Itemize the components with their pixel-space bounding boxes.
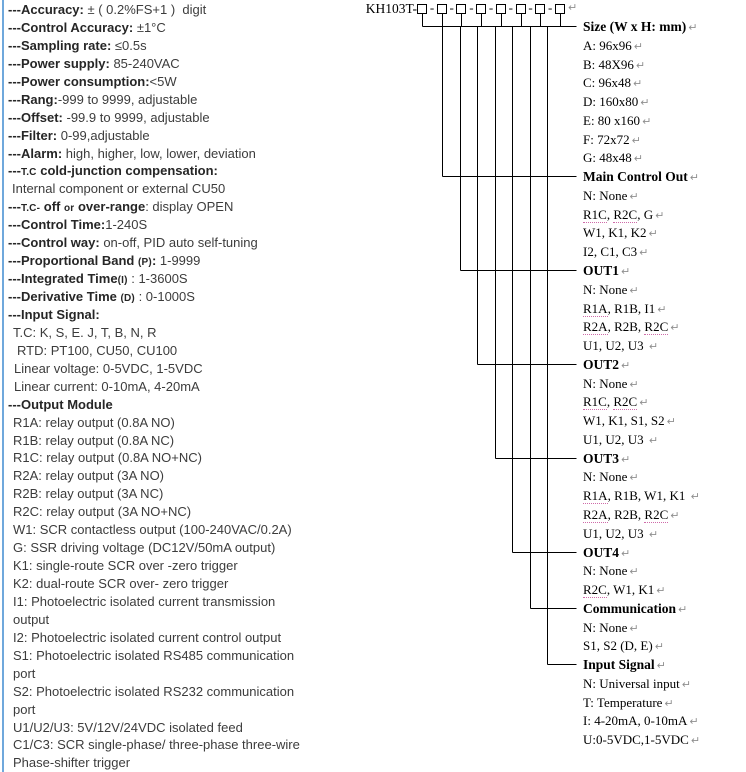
spec-text: ---Alarm: <box>8 145 63 161</box>
spec-text: (P) <box>138 257 152 269</box>
spec-text: R1A: relay output (0.8A NO) <box>13 414 175 430</box>
spec-text: ---Output Module <box>8 396 113 412</box>
model-option-text: N: None <box>583 619 628 635</box>
model-option-text: R2A <box>583 507 608 523</box>
spec-text: ---Power consumption: <box>8 73 150 89</box>
line-break-mark: ↵ <box>621 358 631 372</box>
spec-text: W1: SCR contactless output (100-240VAC/0.2A) <box>13 522 292 538</box>
model-option-row <box>583 582 666 599</box>
model-option-row <box>583 301 666 318</box>
model-option-text: U1, U2, U3 <box>583 525 647 541</box>
spec-text: Linear current: 0-10mA, 4-20mA <box>14 378 200 394</box>
model-option-text: N: Universal input <box>583 675 680 691</box>
line-break-mark: ↵ <box>656 584 666 598</box>
model-option-text: , G <box>637 206 654 222</box>
model-option-row <box>583 676 691 693</box>
spec-text: K2: dual-route SCR over- zero trigger <box>13 576 229 591</box>
model-option-row <box>583 376 639 393</box>
spec-text: on-off, PID auto self-tuning <box>99 235 258 251</box>
spec-text: port <box>13 665 36 681</box>
spec-text: high, higher, low, lower, deviation <box>62 145 256 161</box>
spec-text: ---Integrated Time <box>8 271 118 287</box>
model-option-text: U:0-5VDC,1-5VDC <box>583 732 689 748</box>
model-option-row <box>583 188 639 205</box>
model-option-row <box>583 394 648 411</box>
model-option-row <box>583 413 676 430</box>
model-code-box <box>555 4 565 14</box>
spec-text: 1-240S <box>105 217 148 233</box>
spec-text: -999 to 9999, adjustable <box>57 91 198 107</box>
model-option-text: R1C <box>583 394 607 410</box>
model-option-text: A: 96x96 <box>583 37 632 53</box>
model-option-row <box>583 732 700 749</box>
spec-text: <5W <box>149 73 177 89</box>
model-option-row <box>583 94 649 111</box>
line-break-mark: ↵ <box>666 415 676 429</box>
line-break-mark: ↵ <box>629 283 639 297</box>
line-break-mark: ↵ <box>648 433 659 447</box>
spec-text: R1C: relay output (0.8A NO+NC) <box>13 450 202 466</box>
model-option-row <box>583 638 664 655</box>
model-option-text: , R2B, <box>607 319 645 335</box>
spec-text: : 1-3600S <box>127 271 188 287</box>
line-break-mark: ↵ <box>689 715 699 729</box>
model-code-separator: - <box>449 0 454 15</box>
model-option-row <box>583 244 648 261</box>
line-break-mark: ↵ <box>631 133 641 147</box>
spec-text: 85-240VAC <box>109 55 180 71</box>
spec-text: ---Filter: <box>8 127 58 143</box>
model-code-separator: - <box>429 0 435 15</box>
line-break-mark: ↵ <box>681 677 691 691</box>
line-break-mark: ↵ <box>678 602 688 616</box>
spec-text: -99.9 to 9999, adjustable <box>62 109 210 125</box>
line-break-mark: ↵ <box>635 58 646 72</box>
spec-text: --- <box>8 163 21 179</box>
model-code-separator: - <box>548 0 553 15</box>
spec-text: ---Input Signal: <box>8 306 100 322</box>
spec-text: cold-junction compensation: <box>36 163 218 179</box>
model-option-row <box>583 432 658 449</box>
model-option-text: U1, U2, U3 <box>583 431 647 447</box>
model-code-box <box>456 4 466 14</box>
model-group-label: OUT3 <box>583 450 620 466</box>
line-break-mark: ↵ <box>633 77 643 91</box>
model-code-prefix: KH103T- <box>365 1 417 16</box>
model-option-text: B: 48X96 <box>583 56 634 72</box>
model-option-text: N: None <box>583 375 628 391</box>
spec-text: --- <box>8 199 21 215</box>
model-option-text: I2, C1, C3 <box>583 244 638 260</box>
line-break-mark: ↵ <box>688 21 698 34</box>
spec-text: : <box>151 253 157 269</box>
model-option-text: D: 160x80 <box>583 94 639 110</box>
model-option-text: R2C <box>583 582 607 598</box>
model-code-separator: - <box>508 0 513 15</box>
model-group-label: OUT1 <box>583 263 620 278</box>
model-code-separator: - <box>488 0 494 15</box>
spec-text: ≤0.5s <box>111 37 147 53</box>
line-break-mark: ↵ <box>633 39 643 53</box>
model-option-text: N: None <box>583 563 628 579</box>
line-break-mark: ↵ <box>621 546 631 560</box>
line-break-mark: ↵ <box>639 396 649 410</box>
spec-text: : display OPEN <box>145 199 234 215</box>
line-break-mark: ↵ <box>657 302 667 316</box>
model-option-text: E: 80 x160 <box>583 112 641 128</box>
model-group-header <box>583 263 630 280</box>
spec-text: (I) <box>117 275 128 287</box>
model-code-separator: - <box>469 0 474 15</box>
line-break-mark: ↵ <box>656 659 666 673</box>
line-break-mark: ↵ <box>568 1 578 14</box>
model-option-row <box>583 319 679 336</box>
spec-text: ---Accuracy: <box>8 2 84 17</box>
spec-text: : 0-1000S <box>134 289 195 304</box>
line-break-mark: ↵ <box>621 265 631 278</box>
line-break-mark: ↵ <box>670 509 680 523</box>
model-option-text: , <box>606 394 614 410</box>
spec-text: ---Proportional Band <box>8 253 138 269</box>
line-break-mark: ↵ <box>664 696 674 710</box>
model-group-header <box>583 545 630 562</box>
model-option-text: R2C <box>613 206 638 222</box>
model-option-text: N: None <box>583 187 628 203</box>
model-option-text: R2C <box>644 507 669 523</box>
spec-text: G: SSR driving voltage (DC12V/50mA output) <box>13 540 276 556</box>
spec-text: Internal component or external CU50 <box>12 181 226 197</box>
model-option-text: , R2B, <box>607 507 645 523</box>
model-group-header <box>583 19 697 36</box>
spec-text: R1B: relay output (0.8A NC) <box>13 432 175 448</box>
model-group-label: OUT4 <box>583 544 620 560</box>
spec-text: ---Sampling rate: <box>8 37 112 53</box>
spec-text: U1/U2/U3: 5V/12V/24VDC isolated feed <box>13 719 243 735</box>
line-break-mark: ↵ <box>629 621 639 635</box>
line-break-mark: ↵ <box>655 208 665 222</box>
model-option-text: R1A <box>583 300 608 316</box>
line-break-mark: ↵ <box>639 246 649 260</box>
model-group-header <box>583 451 630 468</box>
line-break-mark: ↵ <box>629 565 639 579</box>
spec-text: R2B: relay output (3A NC) <box>13 486 164 502</box>
spec-text: S2: Photoelectric isolated RS232 communication <box>13 683 295 699</box>
spec-text: T.C: K, S, E. J, T, B, N, R <box>13 324 157 340</box>
model-option-text: R1A <box>583 488 608 504</box>
spec-text: Phase-shifter trigger <box>13 755 131 771</box>
line-break-mark: ↵ <box>629 471 639 485</box>
model-option-text: R2C <box>613 394 638 410</box>
spec-text: ±1°C <box>133 19 166 35</box>
model-option-text: I: 4-20mA, 0-10mA <box>583 713 688 729</box>
model-option-text: R2A <box>583 319 608 335</box>
line-break-mark: ↵ <box>629 189 639 203</box>
spec-text: I1: Photoelectric isolated current transmission <box>13 593 276 609</box>
spec-text: T.C- <box>21 203 41 215</box>
spec-text: 0-99,adjustable <box>57 127 150 143</box>
model-option-text: W1, K1, S1, S2 <box>583 413 665 429</box>
model-code-box <box>476 4 486 14</box>
model-code-box <box>516 4 526 14</box>
model-option-row <box>583 75 642 92</box>
spec-text: S1: Photoelectric isolated RS485 communication <box>13 647 295 663</box>
model-group-header <box>583 357 630 374</box>
model-option-text: R1C <box>583 206 607 222</box>
spec-text: K1: single-route SCR over -zero trigger <box>13 558 238 574</box>
model-option-row <box>583 526 658 543</box>
line-break-mark: ↵ <box>629 377 639 391</box>
model-group-label: OUT2 <box>583 356 620 372</box>
model-option-row <box>583 695 674 712</box>
model-option-row <box>583 338 658 355</box>
model-option-row <box>583 38 643 55</box>
spec-text: R2A: relay output (3A NO) <box>13 468 165 484</box>
spec-text: over-range <box>74 199 146 215</box>
spec-text: C1/C3: SCR single-phase/ three-phase three-wire <box>13 737 300 753</box>
spec-text: or <box>63 203 75 215</box>
model-group-header <box>583 601 687 618</box>
spec-text: T.C <box>21 167 37 179</box>
spec-text: ---Derivative Time <box>8 289 121 304</box>
spec-text: R2C: relay output (3A NO+NC) <box>13 504 192 520</box>
line-break-mark: ↵ <box>670 321 680 335</box>
model-option-row <box>583 488 700 505</box>
model-code-separator: - <box>528 0 533 15</box>
model-option-row <box>583 507 679 524</box>
model-option-text: T: Temperature <box>583 694 663 710</box>
model-option-row <box>583 225 658 242</box>
model-option-text: W1, K1, K2 <box>583 225 647 241</box>
model-option-row <box>583 713 699 730</box>
spec-text: ---Control Time: <box>8 217 106 233</box>
model-option-row <box>583 150 643 167</box>
spec-text: ---Power supply: <box>8 55 110 71</box>
model-group-label: Size (W x H: mm) <box>583 19 687 34</box>
model-option-row <box>583 563 639 580</box>
model-option-row <box>583 113 651 130</box>
line-break-mark: ↵ <box>642 114 652 128</box>
model-option-row <box>583 620 639 637</box>
line-break-mark: ↵ <box>633 152 643 166</box>
line-break-mark: ↵ <box>654 640 664 654</box>
model-group-label: Communication <box>583 600 677 616</box>
model-option-row <box>583 282 639 299</box>
model-option-text: N: None <box>583 281 628 297</box>
line-break-mark: ↵ <box>648 340 659 354</box>
model-option-row <box>583 57 645 74</box>
line-break-mark: ↵ <box>689 171 699 185</box>
model-option-row <box>583 207 664 224</box>
model-group-label: Input Signal <box>583 657 655 673</box>
line-break-mark: ↵ <box>621 452 631 466</box>
line-break-mark: ↵ <box>648 527 659 541</box>
spec-text: port <box>13 701 36 717</box>
model-group-header <box>583 169 699 186</box>
model-option-text: N: None <box>583 469 628 485</box>
model-option-text: C: 96x48 <box>583 75 632 91</box>
spec-text: Linear voltage: 0-5VDC, 1-5VDC <box>14 360 203 376</box>
model-option-text: , R1B, W1, K1 <box>607 488 689 504</box>
spec-text: (D) <box>120 293 135 304</box>
model-code-box <box>496 4 506 14</box>
line-break-mark: ↵ <box>640 96 650 110</box>
model-code-box <box>437 4 447 14</box>
spec-text: output <box>13 611 50 627</box>
spec-text: ---Rang: <box>8 91 58 107</box>
spec-text: RTD: PT100, CU50, CU100 <box>17 342 178 358</box>
model-option-text: , <box>606 206 614 222</box>
model-option-row <box>583 469 639 486</box>
spec-text: ---Control Accuracy: <box>8 19 134 35</box>
model-option-text: , W1, K1 <box>606 582 655 598</box>
spec-text: I2: Photoelectric isolated current control output <box>13 629 282 645</box>
line-break-mark: ↵ <box>690 490 700 504</box>
spec-text: 1-9999 <box>156 253 201 269</box>
spec-text: ± ( 0.2%FS+1 ) digit <box>83 2 207 17</box>
model-option-text: F: 72x72 <box>583 131 630 147</box>
model-option-text: , R1B, I1 <box>607 300 656 316</box>
model-option-text: U1, U2, U3 <box>583 338 647 354</box>
model-code-box <box>535 4 545 14</box>
spec-text: ---Offset: <box>8 109 63 125</box>
model-option-text: S1, S2 (D, E) <box>583 638 653 654</box>
line-break-mark: ↵ <box>648 227 658 241</box>
spec-text: off <box>40 199 64 215</box>
model-group-label: Main Control Out <box>583 169 688 185</box>
model-group-header <box>583 657 666 674</box>
line-break-mark: ↵ <box>690 734 701 748</box>
model-option-text: R2C <box>644 319 669 335</box>
model-option-text: G: 48x48 <box>583 150 632 166</box>
model-code-box <box>417 4 427 14</box>
spec-text: ---Control way: <box>8 235 100 251</box>
model-option-row <box>583 132 641 149</box>
